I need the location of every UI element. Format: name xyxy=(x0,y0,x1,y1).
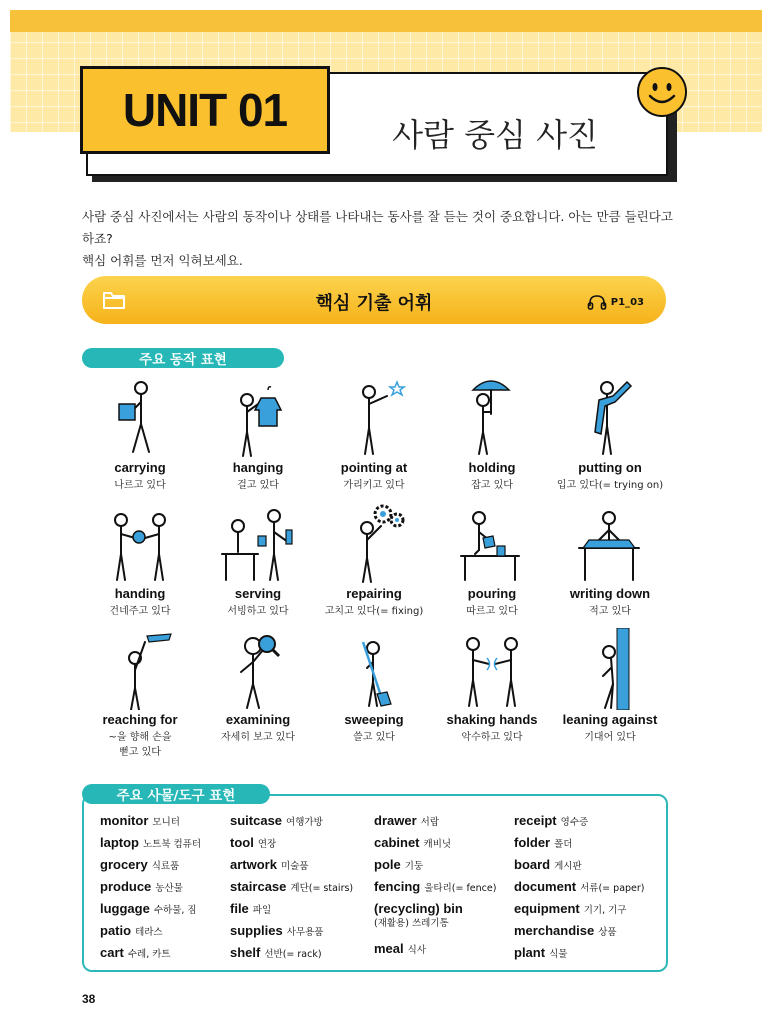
vocab-item: file 파일 xyxy=(230,901,272,916)
vocab-column xyxy=(230,810,353,964)
waiter-serving-icon xyxy=(218,502,298,584)
people-handing-object-icon xyxy=(105,502,175,584)
vocab-column xyxy=(100,810,201,964)
action-meaning: 걸고 있다 xyxy=(237,480,279,491)
action-label: carrying xyxy=(114,460,166,475)
action-item-examining xyxy=(194,628,322,745)
action-label: pouring xyxy=(467,586,517,601)
vocab-item: laptop 노트북 컴퓨터 xyxy=(100,835,202,850)
intro-line-2: 핵심 어휘를 먼저 익혀보세요. xyxy=(82,253,243,268)
objects-heading: 주요 사물/도구 표현 xyxy=(82,784,270,804)
vocab-item: merchandise 상품 xyxy=(514,923,617,938)
action-meaning: 서빙하고 있다 xyxy=(227,606,289,617)
action-label: pointing at xyxy=(340,460,408,475)
action-label: serving xyxy=(234,586,282,601)
person-magnifier-icon xyxy=(223,628,293,710)
action-label: hanging xyxy=(232,460,284,475)
action-label: shaking hands xyxy=(446,712,538,727)
action-label: holding xyxy=(468,460,516,475)
person-pouring-icon xyxy=(457,502,527,584)
action-item-handing xyxy=(76,502,204,619)
action-item-holding xyxy=(428,376,556,493)
unit-title: 사람 중심 사진 xyxy=(392,116,598,154)
action-meaning: 기대어 있다 xyxy=(584,732,636,743)
header-top-strip xyxy=(10,10,762,32)
action-item-sweeping xyxy=(310,628,438,745)
vocab-item: document 서류(= paper) xyxy=(514,879,645,894)
action-item-reaching-for xyxy=(76,628,204,760)
vocab-item: receipt 영수증 xyxy=(514,813,589,828)
action-meaning-2: 뻗고 있다 xyxy=(119,747,161,758)
action-item-shaking-hands xyxy=(428,628,556,745)
vocab-item: cabinet 캐비닛 xyxy=(374,835,452,850)
action-item-pouring xyxy=(428,502,556,619)
action-meaning: 입고 있다(= trying on) xyxy=(556,480,664,491)
person-leaning-icon xyxy=(575,628,645,710)
section-title: 핵심 기출 어휘 xyxy=(315,293,433,314)
vocab-item: patio 테라스 xyxy=(100,923,163,938)
vocab-item: drawer 서랍 xyxy=(374,813,439,828)
action-item-leaning-against xyxy=(546,628,674,745)
people-shaking-hands-icon xyxy=(457,628,527,710)
person-sweeping-icon xyxy=(339,628,409,710)
vocab-item: artwork 미술품 xyxy=(230,857,309,872)
vocab-column xyxy=(374,810,496,960)
action-item-repairing xyxy=(310,502,438,619)
page-number: 38 xyxy=(82,992,96,1006)
action-meaning: ~을 향해 손을 xyxy=(108,732,172,743)
action-meaning: 나르고 있다 xyxy=(114,480,166,491)
audio-track[interactable] xyxy=(587,294,644,310)
smiley-icon xyxy=(636,66,688,118)
action-label: writing down xyxy=(569,586,651,601)
vocab-item: produce 농산물 xyxy=(100,879,183,894)
person-holding-umbrella-icon xyxy=(457,376,527,458)
vocab-item: cart 수레, 카트 xyxy=(100,945,171,960)
vocab-column xyxy=(514,810,645,964)
action-item-writing-down xyxy=(546,502,674,619)
person-reaching-icon xyxy=(105,628,175,710)
intro-text xyxy=(82,206,682,272)
vocab-item: staircase 계단(= stairs) xyxy=(230,879,354,894)
action-label: sweeping xyxy=(344,712,404,727)
action-item-pointing-at xyxy=(310,376,438,493)
vocab-item: tool 연장 xyxy=(230,835,277,850)
action-meaning: 고치고 있다(= fixing) xyxy=(324,606,424,617)
section-bar xyxy=(82,276,666,324)
action-label: handing xyxy=(114,586,166,601)
action-meaning: 가리키고 있다 xyxy=(343,480,405,491)
actions-heading: 주요 동작 표현 xyxy=(82,348,284,368)
objects-vocab-box xyxy=(82,794,668,972)
unit-label-box xyxy=(80,66,330,154)
action-meaning: 적고 있다 xyxy=(589,606,631,617)
action-item-serving xyxy=(194,502,322,619)
vocab-item: supplies 사무용품 xyxy=(230,923,324,938)
action-label: putting on xyxy=(578,460,642,475)
action-meaning: 잡고 있다 xyxy=(471,480,513,491)
action-meaning: 자세히 보고 있다 xyxy=(221,732,295,743)
action-label: leaning against xyxy=(562,712,658,727)
action-label: examining xyxy=(225,712,291,727)
vocab-item: pole 기둥 xyxy=(374,857,424,872)
vocab-item: equipment 기기, 기구 xyxy=(514,901,627,916)
vocab-item: monitor 모니터 xyxy=(100,813,180,828)
vocab-item: fencing 울타리(= fence) xyxy=(374,879,497,894)
action-item-carrying xyxy=(76,376,204,493)
action-item-putting-on xyxy=(546,376,674,493)
person-pointing-icon xyxy=(339,376,409,458)
vocab-item: meal 식사 xyxy=(374,941,426,956)
person-carrying-box-icon xyxy=(105,376,175,458)
action-meaning: 건네주고 있다 xyxy=(109,606,171,617)
intro-line-1: 사람 중심 사진에서는 사람의 동작이나 상태를 나타내는 동사를 잘 듣는 것이 중요합니다. 아는 만큼 들린다고 하죠? xyxy=(82,209,673,246)
action-label: reaching for xyxy=(102,712,178,727)
action-meaning: 따르고 있다 xyxy=(466,606,518,617)
vocab-item: shelf 선반(= rack) xyxy=(230,945,322,960)
person-writing-icon xyxy=(575,502,645,584)
vocab-item: plant 식물 xyxy=(514,945,568,960)
vocab-item: folder 폴더 xyxy=(514,835,573,850)
action-meaning: 쓸고 있다 xyxy=(353,732,395,743)
audio-track-label: P1_03 xyxy=(610,296,644,308)
vocab-item: luggage 수하물, 짐 xyxy=(100,901,197,916)
vocab-item: suitcase 여행가방 xyxy=(230,813,323,828)
unit-label: UNIT 01 xyxy=(122,84,288,136)
vocab-item: grocery 식료품 xyxy=(100,857,180,872)
person-repairing-gears-icon xyxy=(339,502,409,584)
person-putting-on-coat-icon xyxy=(575,376,645,458)
action-meaning: 악수하고 있다 xyxy=(461,732,523,743)
vocab-item: board 게시판 xyxy=(514,857,582,872)
action-label: repairing xyxy=(346,586,402,601)
action-item-hanging xyxy=(194,376,322,493)
person-hanging-shirt-icon xyxy=(223,376,293,458)
vocab-item: (recycling) bin (재활용) 쓰레기통 xyxy=(374,901,463,929)
headphones-icon xyxy=(587,294,607,310)
